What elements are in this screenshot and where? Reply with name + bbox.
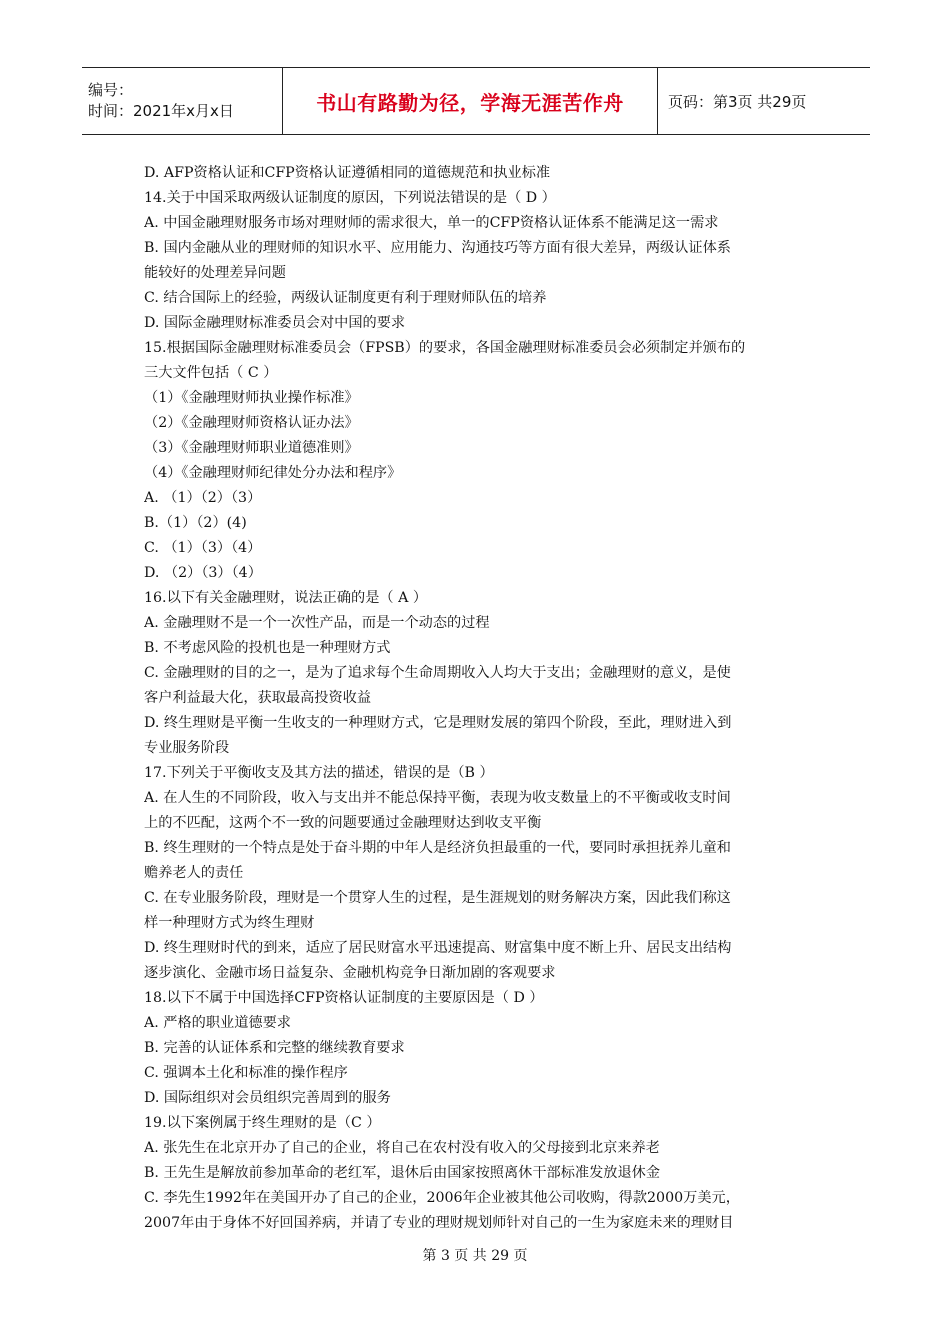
header-motto-cell <box>282 68 658 134</box>
text-line: D. （2）（3）（4） <box>144 565 262 581</box>
text-line: C. 金融理财的目的之一，是为了追求每个生命周期收入人均大于支出；金融理财的意义，是使 <box>144 665 731 681</box>
document-time-label: 时间：2021年x月x日 <box>88 102 234 120</box>
text-line: D. AFP资格认证和CFP资格认证遵循相同的道德规范和执业标准 <box>144 165 551 181</box>
text-line: C. 在专业服务阶段，理财是一个贯穿人生的过程，是生涯规划的财务解决方案，因此我们称这 <box>144 890 731 906</box>
text-line: 客户利益最大化，获取最高投资收益 <box>144 690 372 706</box>
text-line: A. （1）（2）（3） <box>144 490 262 506</box>
text-line: 2007年由于身体不好回国养病，并请了专业的理财规划师针对自己的一生为家庭未来的理财目 <box>144 1215 734 1231</box>
header-page-number: 页码：第3页 共29页 <box>668 92 807 111</box>
text-line: B. 不考虑风险的投机也是一种理财方式 <box>144 640 391 656</box>
text-line: 17.下列关于平衡收支及其方法的描述，错误的是（B ） <box>144 765 494 781</box>
header-page-cell <box>658 68 870 134</box>
text-line: B.（1）（2）(4) <box>144 515 247 531</box>
document-code-label: 编号： <box>88 81 134 99</box>
header-motto: 书山有路勤为径，学海无涯苦作舟 <box>316 90 624 115</box>
text-line: 16.以下有关金融理财，说法正确的是（ A ） <box>144 590 428 606</box>
text-line: 赡养老人的责任 <box>144 865 244 881</box>
text-line: D. 终生理财时代的到来，适应了居民财富水平迅速提高、财富集中度不断上升、居民支出结构 <box>144 940 732 956</box>
text-line: （4）《金融理财师纪律处分办法和程序》 <box>144 465 402 481</box>
text-line: （2）《金融理财师资格认证办法》 <box>144 415 359 431</box>
text-line: A. 金融理财不是一个一次性产品，而是一个动态的过程 <box>144 615 490 631</box>
text-line: A. 张先生在北京开办了自己的企业，将自己在农村没有收入的父母接到北京来养老 <box>144 1140 660 1156</box>
text-line: A. 在人生的不同阶段，收入与支出并不能总保持平衡，表现为收支数量上的不平衡或收支时间 <box>144 790 731 806</box>
footer-page-number: 第 3 页 共 29 页 <box>422 1248 528 1264</box>
text-line: 14.关于中国采取两级认证制度的原因，下列说法错误的是（ D ） <box>144 190 556 206</box>
text-line: D. 国际金融理财标准委员会对中国的要求 <box>144 315 406 331</box>
header-meta <box>82 68 282 134</box>
text-line: C. 李先生1992年在美国开办了自己的企业，2006年企业被其他公司收购，得款2000万美元， <box>144 1190 740 1206</box>
text-line: C. 强调本土化和标准的操作程序 <box>144 1065 348 1081</box>
text-line: D. 终生理财是平衡一生收支的一种理财方式，它是理财发展的第四个阶段，至此，理财进入到 <box>144 715 732 731</box>
document-body <box>144 161 814 1236</box>
text-line: C. （1）（3）（4） <box>144 540 262 556</box>
text-line: D. 国际组织对会员组织完善周到的服务 <box>144 1090 391 1106</box>
text-line: 逐步演化、金融市场日益复杂、金融机构竞争日渐加剧的客观要求 <box>144 965 556 981</box>
text-line: 能较好的处理差异问题 <box>144 265 286 281</box>
text-line: 上的不匹配，这两个不一致的问题要通过金融理财达到收支平衡 <box>144 815 542 831</box>
text-line: 18.以下不属于中国选择CFP资格认证制度的主要原因是（ D ） <box>144 990 544 1006</box>
page-footer <box>0 1245 950 1265</box>
text-line: 19.以下案例属于终生理财的是（C ） <box>144 1115 381 1131</box>
text-line: A. 中国金融理财服务市场对理财师的需求很大，单一的CFP资格认证体系不能满足这一需求 <box>144 215 719 231</box>
text-line: B. 国内金融从业的理财师的知识水平、应用能力、沟通技巧等方面有很大差异，两级认证体系 <box>144 240 731 256</box>
text-line: 三大文件包括（ C ） <box>144 365 278 381</box>
text-line: B. 王先生是解放前参加革命的老红军，退休后由国家按照离休干部标准发放退休金 <box>144 1165 661 1181</box>
text-line: 样一种理财方式为终生理财 <box>144 915 315 931</box>
text-line: 专业服务阶段 <box>144 740 230 756</box>
text-line: 15.根据国际金融理财标准委员会（FPSB）的要求，各国金融理财标准委员会必须制定并颁布的 <box>144 340 746 356</box>
text-line: B. 终生理财的一个特点是处于奋斗期的中年人是经济负担最重的一代，要同时承担抚养儿童和 <box>144 840 731 856</box>
text-line: A. 严格的职业道德要求 <box>144 1015 291 1031</box>
text-line: C. 结合国际上的经验，两级认证制度更有利于理财师队伍的培养 <box>144 290 547 306</box>
page-header <box>82 67 870 135</box>
text-line: （1）《金融理财师执业操作标准》 <box>144 390 359 406</box>
text-line: （3）《金融理财师职业道德准则》 <box>144 440 359 456</box>
text-line: B. 完善的认证体系和完整的继续教育要求 <box>144 1040 405 1056</box>
